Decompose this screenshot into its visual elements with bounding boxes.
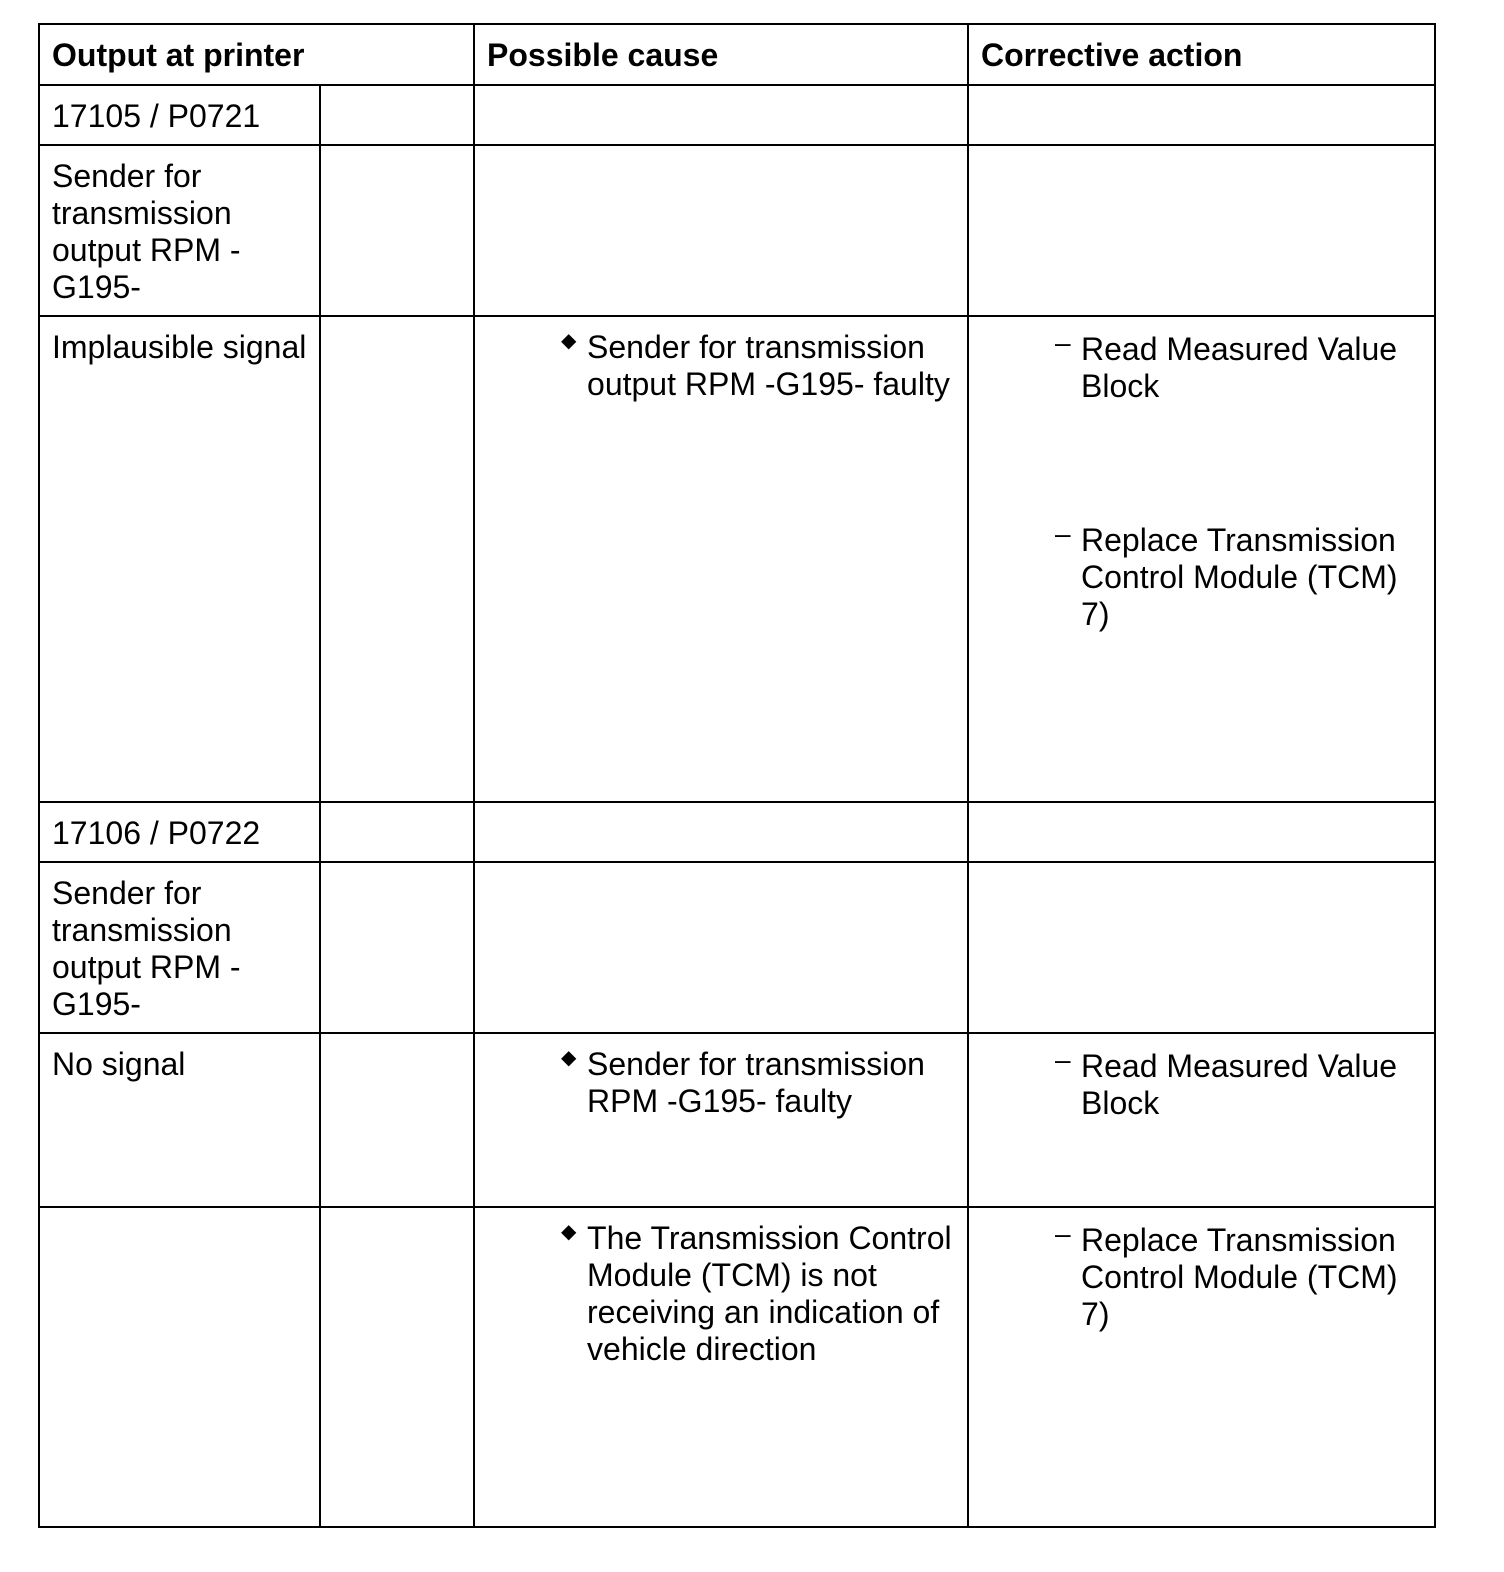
component-name: Sender for transmission output RPM -G195- [52,875,241,1022]
empty-cell [474,145,968,316]
header-output-at-printer: Output at printer [39,24,474,85]
empty-cell [968,802,1435,862]
table-row [39,1207,1435,1527]
fault-code-cell [39,802,320,862]
diamond-bullet-icon: ◆ [561,1047,577,1069]
fault-code: 17105 / P0721 [52,98,261,134]
action-text: Read Measured Value Block [1081,1048,1398,1121]
empty-cell [968,862,1435,1033]
dash-bullet-icon: – [1055,518,1071,549]
empty-cell [320,802,474,862]
header-corrective-action: Corrective action [968,24,1435,85]
table-row [39,316,1435,802]
cause-cell [474,1207,968,1527]
cause-text: Sender for transmission RPM -G195- faulty [587,1046,925,1119]
dash-bullet-icon: – [1055,1218,1071,1249]
action-cell [968,316,1435,802]
symptom-text: Implausible signal [52,329,307,365]
fault-code: 17106 / P0722 [52,815,261,851]
dash-bullet-icon: – [1055,327,1071,358]
dtc-table [38,23,1436,1528]
empty-cell [968,85,1435,145]
dash-bullet-icon: – [1055,1044,1071,1075]
action-text: Read Measured Value Block [1081,331,1398,404]
header-possible-cause: Possible cause [474,24,968,85]
symptom-text: No signal [52,1046,186,1082]
empty-cell [474,85,968,145]
empty-cell [39,1207,320,1527]
component-cell [39,862,320,1033]
symptom-cell [39,316,320,802]
cause-text: The Transmission Control Module (TCM) is not receiving an indication of vehicle direction [587,1220,952,1367]
empty-cell [474,862,968,1033]
fault-code-cell [39,85,320,145]
table-row [39,1033,1435,1207]
cause-cell [474,316,968,802]
empty-cell [320,1033,474,1207]
table-row [39,145,1435,316]
empty-cell [320,316,474,802]
cause-text: Sender for transmission output RPM -G195- faulty [587,329,950,402]
cause-cell [474,1033,968,1207]
table-row [39,862,1435,1033]
empty-cell [474,802,968,862]
symptom-cell [39,1033,320,1207]
action-cell [968,1033,1435,1207]
table-header-row [39,24,1435,85]
empty-cell [320,85,474,145]
diamond-bullet-icon: ◆ [561,330,577,352]
table-row [39,802,1435,862]
action-text: Replace Transmission Control Module (TCM) 7) [1081,522,1398,632]
diamond-bullet-icon: ◆ [561,1221,577,1243]
table-row [39,85,1435,145]
empty-cell [968,145,1435,316]
empty-cell [320,862,474,1033]
component-name: Sender for transmission output RPM -G195- [52,158,241,305]
action-text: Replace Transmission Control Module (TCM) 7) [1081,1222,1398,1332]
action-cell [968,1207,1435,1527]
empty-cell [320,145,474,316]
empty-cell [320,1207,474,1527]
component-cell [39,145,320,316]
